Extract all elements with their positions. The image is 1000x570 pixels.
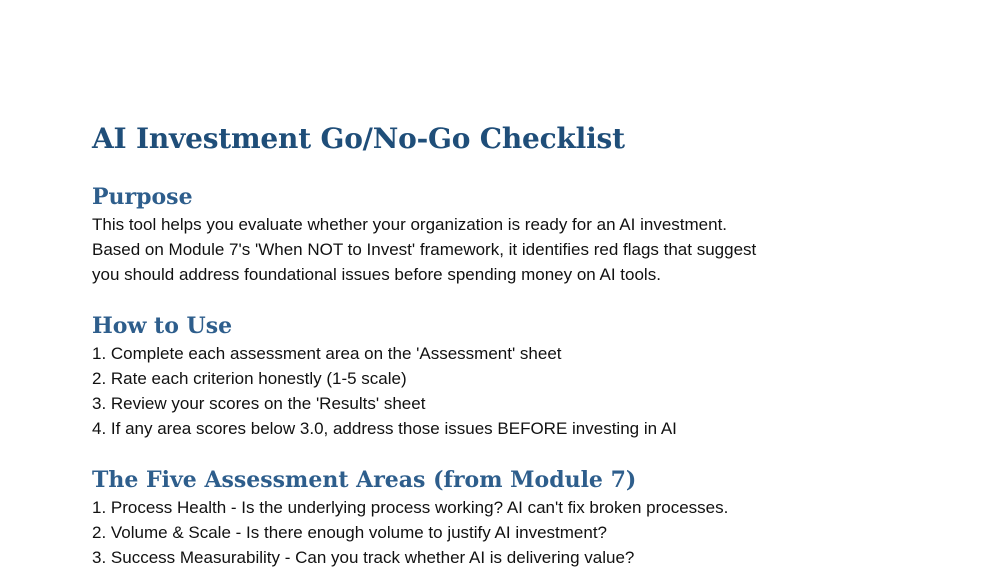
how-to-use-heading: How to Use [92,313,233,339]
list-item: 2. Volume & Scale - Is there enough volume to justify AI investment? [92,523,607,542]
how-to-use-list [92,341,912,441]
purpose-text-line: Based on Module 7's 'When NOT to Invest' framework, it identifies red flags that suggest [92,240,757,259]
document-title: AI Investment Go/No-Go Checklist [92,122,625,155]
document-page [92,118,912,570]
how-to-use-section [92,311,912,441]
list-item: 3. Success Measurability - Can you track whether AI is delivering value? [92,548,635,567]
purpose-heading: Purpose [92,184,193,210]
list-item: 4. If any area scores below 3.0, address those issues BEFORE investing in AI [92,419,677,438]
purpose-text-line: This tool helps you evaluate whether your organization is ready for an AI investment. [92,215,728,234]
list-item: 1. Process Health - Is the underlying process working? AI can't fix broken processes. [92,498,729,517]
assessment-areas-section [92,465,912,570]
purpose-text-line: you should address foundational issues before spending money on AI tools. [92,265,661,284]
list-item: 2. Rate each criterion honestly (1-5 scale) [92,369,407,388]
list-item: 1. Complete each assessment area on the 'Assessment' sheet [92,344,562,363]
assessment-areas-heading: The Five Assessment Areas (from Module 7) [92,467,637,493]
purpose-section [92,182,912,287]
assessment-areas-list [92,495,912,570]
list-item: 3. Review your scores on the 'Results' sheet [92,394,426,413]
